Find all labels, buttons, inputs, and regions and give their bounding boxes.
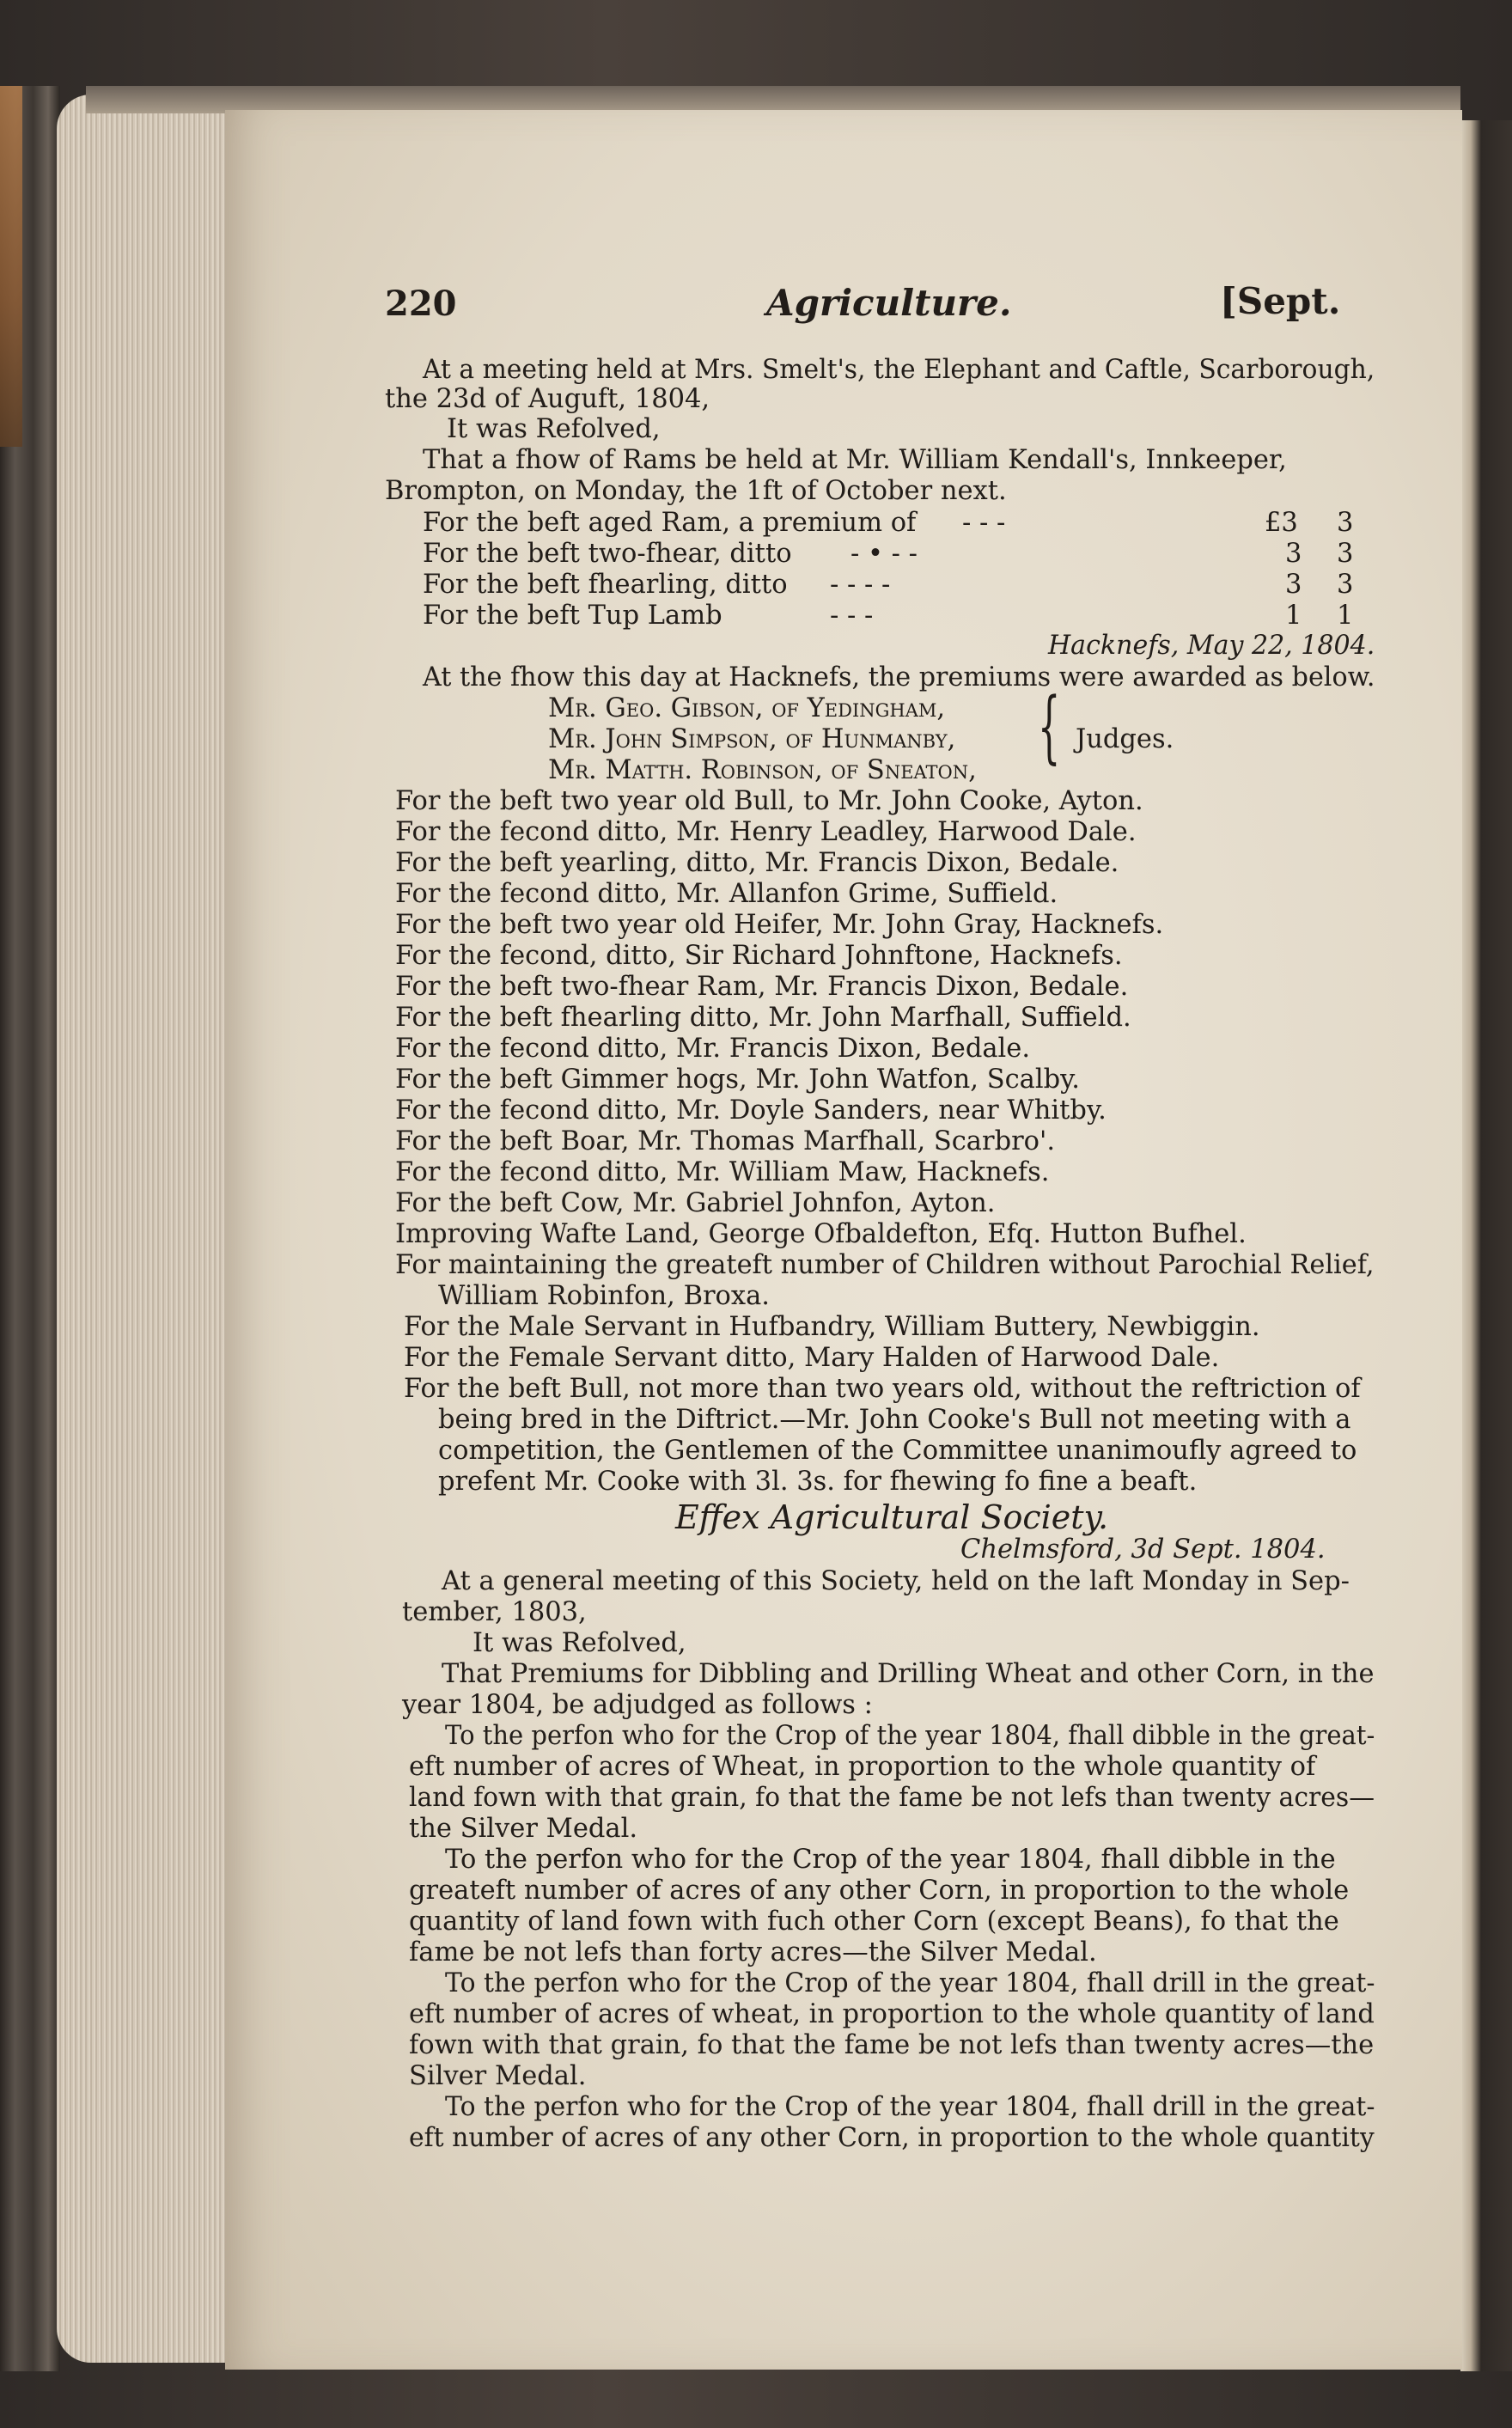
scarborough-resolved: It was Refolved, — [447, 414, 661, 444]
dibble-corn-line: To the perfon who for the Crop of the year 1804, fhall dibble in the — [445, 1845, 1336, 1875]
premium-dashes: - - - - — [830, 570, 891, 600]
female-servant-award: For the Female Servant ditto, Mary Halden of Harwood Dale. — [404, 1343, 1220, 1373]
bull-award-line-2: being bred in the Diftrict.—Mr. John Cooke's Bull not meeting with a — [438, 1405, 1351, 1435]
award-line: Improving Wafte Land, George Ofbaldefton, Efq. Hutton Bufhel. — [395, 1219, 1247, 1249]
premium-dashes: - - - — [830, 601, 874, 631]
premium-pounds: £3 — [1265, 508, 1298, 538]
award-line: For the fecond ditto, Mr. Doyle Sanders, near Whitby. — [395, 1095, 1107, 1126]
premium-label: For the beft fhearling, ditto — [423, 570, 788, 600]
premium-dashes: - • - - — [850, 539, 918, 569]
award-line: For the fecond, ditto, Sir Richard Johnftone, Hacknefs. — [395, 941, 1123, 971]
premium-shillings: 3 — [1337, 570, 1354, 600]
judge-name: Mr. John Simpson, of Hunmanby, — [548, 724, 956, 754]
premium-pounds: 3 — [1285, 539, 1302, 569]
premium-shillings: 1 — [1337, 601, 1354, 631]
premium-pounds: 1 — [1285, 601, 1302, 631]
dibble-wheat-line: land fown with that grain, fo that the fame be not lefs than twenty acres— — [409, 1783, 1375, 1813]
hacknefs-dateline: Hacknefs, May 22, 1804. — [1048, 631, 1375, 661]
page-edges — [57, 95, 237, 2363]
award-line: For the beft two-fhear Ram, Mr. Francis Dixon, Bedale. — [395, 972, 1129, 1002]
premium-pounds: 3 — [1285, 570, 1302, 600]
effex-resolved: It was Refolved, — [472, 1628, 686, 1658]
effex-premiums-line-1: That Premiums for Dibbling and Drilling Wheat and other Corn, in the — [442, 1659, 1375, 1689]
rams-show-line-1: That a fhow of Rams be held at Mr. William Kendall's, Innkeeper, — [423, 445, 1287, 475]
award-line: For the beft Gimmer hogs, Mr. John Watfon, Scalby. — [395, 1065, 1081, 1095]
award-line: For the beft yearling, ditto, Mr. Francis Dixon, Bedale. — [395, 848, 1119, 878]
chelmsford-dateline: Chelmsford, 3d Sept. 1804. — [960, 1534, 1326, 1565]
award-line: For the beft two year old Bull, to Mr. John Cooke, Ayton. — [395, 786, 1143, 816]
dibble-wheat-line: To the perfon who for the Crop of the year 1804, fhall dibble in the great- — [445, 1721, 1375, 1751]
bull-award-line-3: competition, the Gentlemen of the Committee unanimoufly agreed to — [438, 1436, 1357, 1466]
running-month: [Sept. — [1220, 280, 1341, 322]
premium-label: For the beft Tup Lamb — [423, 601, 722, 631]
award-line: For the beft Cow, Mr. Gabriel Johnfon, Ayton. — [395, 1188, 996, 1218]
effex-meeting-line-2: tember, 1803, — [402, 1597, 587, 1627]
book-cover-right — [1460, 120, 1512, 2371]
judge-name: Mr. Matth. Robinson, of Sneaton, — [548, 755, 977, 785]
male-servant-award: For the Male Servant in Hufbandry, William Buttery, Newbiggin. — [404, 1312, 1260, 1342]
drill-corn-line: To the perfon who for the Crop of the year 1804, fhall drill in the great- — [445, 2092, 1375, 2122]
award-line: For the beft fhearling ditto, Mr. John Marfhall, Suffield. — [395, 1003, 1131, 1033]
dibble-wheat-line: the Silver Medal. — [409, 1814, 638, 1844]
judge-name: Mr. Geo. Gibson, of Yedingham, — [548, 693, 946, 723]
children-award-line-2: William Robinfon, Broxa. — [438, 1281, 771, 1311]
premium-dashes: - - - — [962, 508, 1006, 538]
scarborough-intro-line-2: the 23d of Auguft, 1804, — [385, 384, 710, 414]
drill-corn-line: eft number of acres of any other Corn, in proportion to the whole quantity — [409, 2123, 1375, 2153]
scarborough-intro-line-1: At a meeting held at Mrs. Smelt's, the Elephant and Caftle, Scarborough, — [423, 355, 1375, 385]
dibble-wheat-line: eft number of acres of Wheat, in proportion to the whole quantity of — [409, 1752, 1316, 1782]
award-line: For the fecond ditto, Mr. William Maw, Hacknefs. — [395, 1157, 1050, 1187]
dibble-corn-line: fame be not lefs than forty acres—the Silver Medal. — [409, 1937, 1097, 1967]
award-line: For the fecond ditto, Mr. Allanfon Grime, Suffield. — [395, 879, 1058, 909]
page-number: 220 — [385, 284, 457, 324]
drill-wheat-line: eft number of acres of wheat, in proportion to the whole quantity of land — [409, 1999, 1375, 2029]
award-line: For the fecond ditto, Mr. Francis Dixon, Bedale. — [395, 1034, 1031, 1064]
premium-label: For the beft aged Ram, a premium of — [423, 508, 917, 538]
premium-label: For the beft two-fhear, ditto — [423, 539, 792, 569]
hacknefs-intro: At the fhow this day at Hacknefs, the premiums were awarded as below. — [423, 662, 1375, 692]
bull-award-line-4: prefent Mr. Cooke with 3l. 3s. for fhewing fo fine a beaft. — [438, 1467, 1198, 1497]
premium-shillings: 3 — [1337, 539, 1354, 569]
section-title: Effex Agricultural Society. — [675, 1498, 1109, 1536]
judges-label: Judges. — [1076, 724, 1174, 754]
drill-wheat-line: fown with that grain, fo that the fame be not lefs than twenty acres—the — [409, 2030, 1375, 2060]
leather-edge — [0, 86, 22, 447]
children-award-line-1: For maintaining the greateft number of Children without Parochial Relief, — [395, 1250, 1375, 1280]
premium-shillings: 3 — [1337, 508, 1354, 538]
dibble-corn-line: quantity of land fown with fuch other Corn (except Beans), fo that the — [409, 1906, 1339, 1937]
effex-premiums-line-2: year 1804, be adjudged as follows : — [402, 1690, 873, 1720]
effex-meeting-line-1: At a general meeting of this Society, held on the laft Monday in Sep- — [442, 1566, 1350, 1596]
rams-show-line-2: Brompton, on Monday, the 1ft of October next. — [385, 476, 1007, 506]
award-line: For the beft two year old Heifer, Mr. John Gray, Hacknefs. — [395, 910, 1164, 940]
judges-brace: { — [1038, 680, 1061, 772]
dibble-corn-line: greateft number of acres of any other Corn, in proportion to the whole — [409, 1876, 1350, 1906]
drill-wheat-line: Silver Medal. — [409, 2061, 587, 2091]
running-title: Agriculture. — [766, 282, 1012, 324]
award-line: For the fecond ditto, Mr. Henry Leadley, Harwood Dale. — [395, 817, 1137, 847]
award-line: For the beft Boar, Mr. Thomas Marfhall, Scarbro'. — [395, 1126, 1056, 1156]
drill-wheat-line: To the perfon who for the Crop of the year 1804, fhall drill in the great- — [445, 1968, 1375, 1998]
bull-award-line-1: For the beft Bull, not more than two years old, without the reftriction of — [404, 1374, 1361, 1404]
